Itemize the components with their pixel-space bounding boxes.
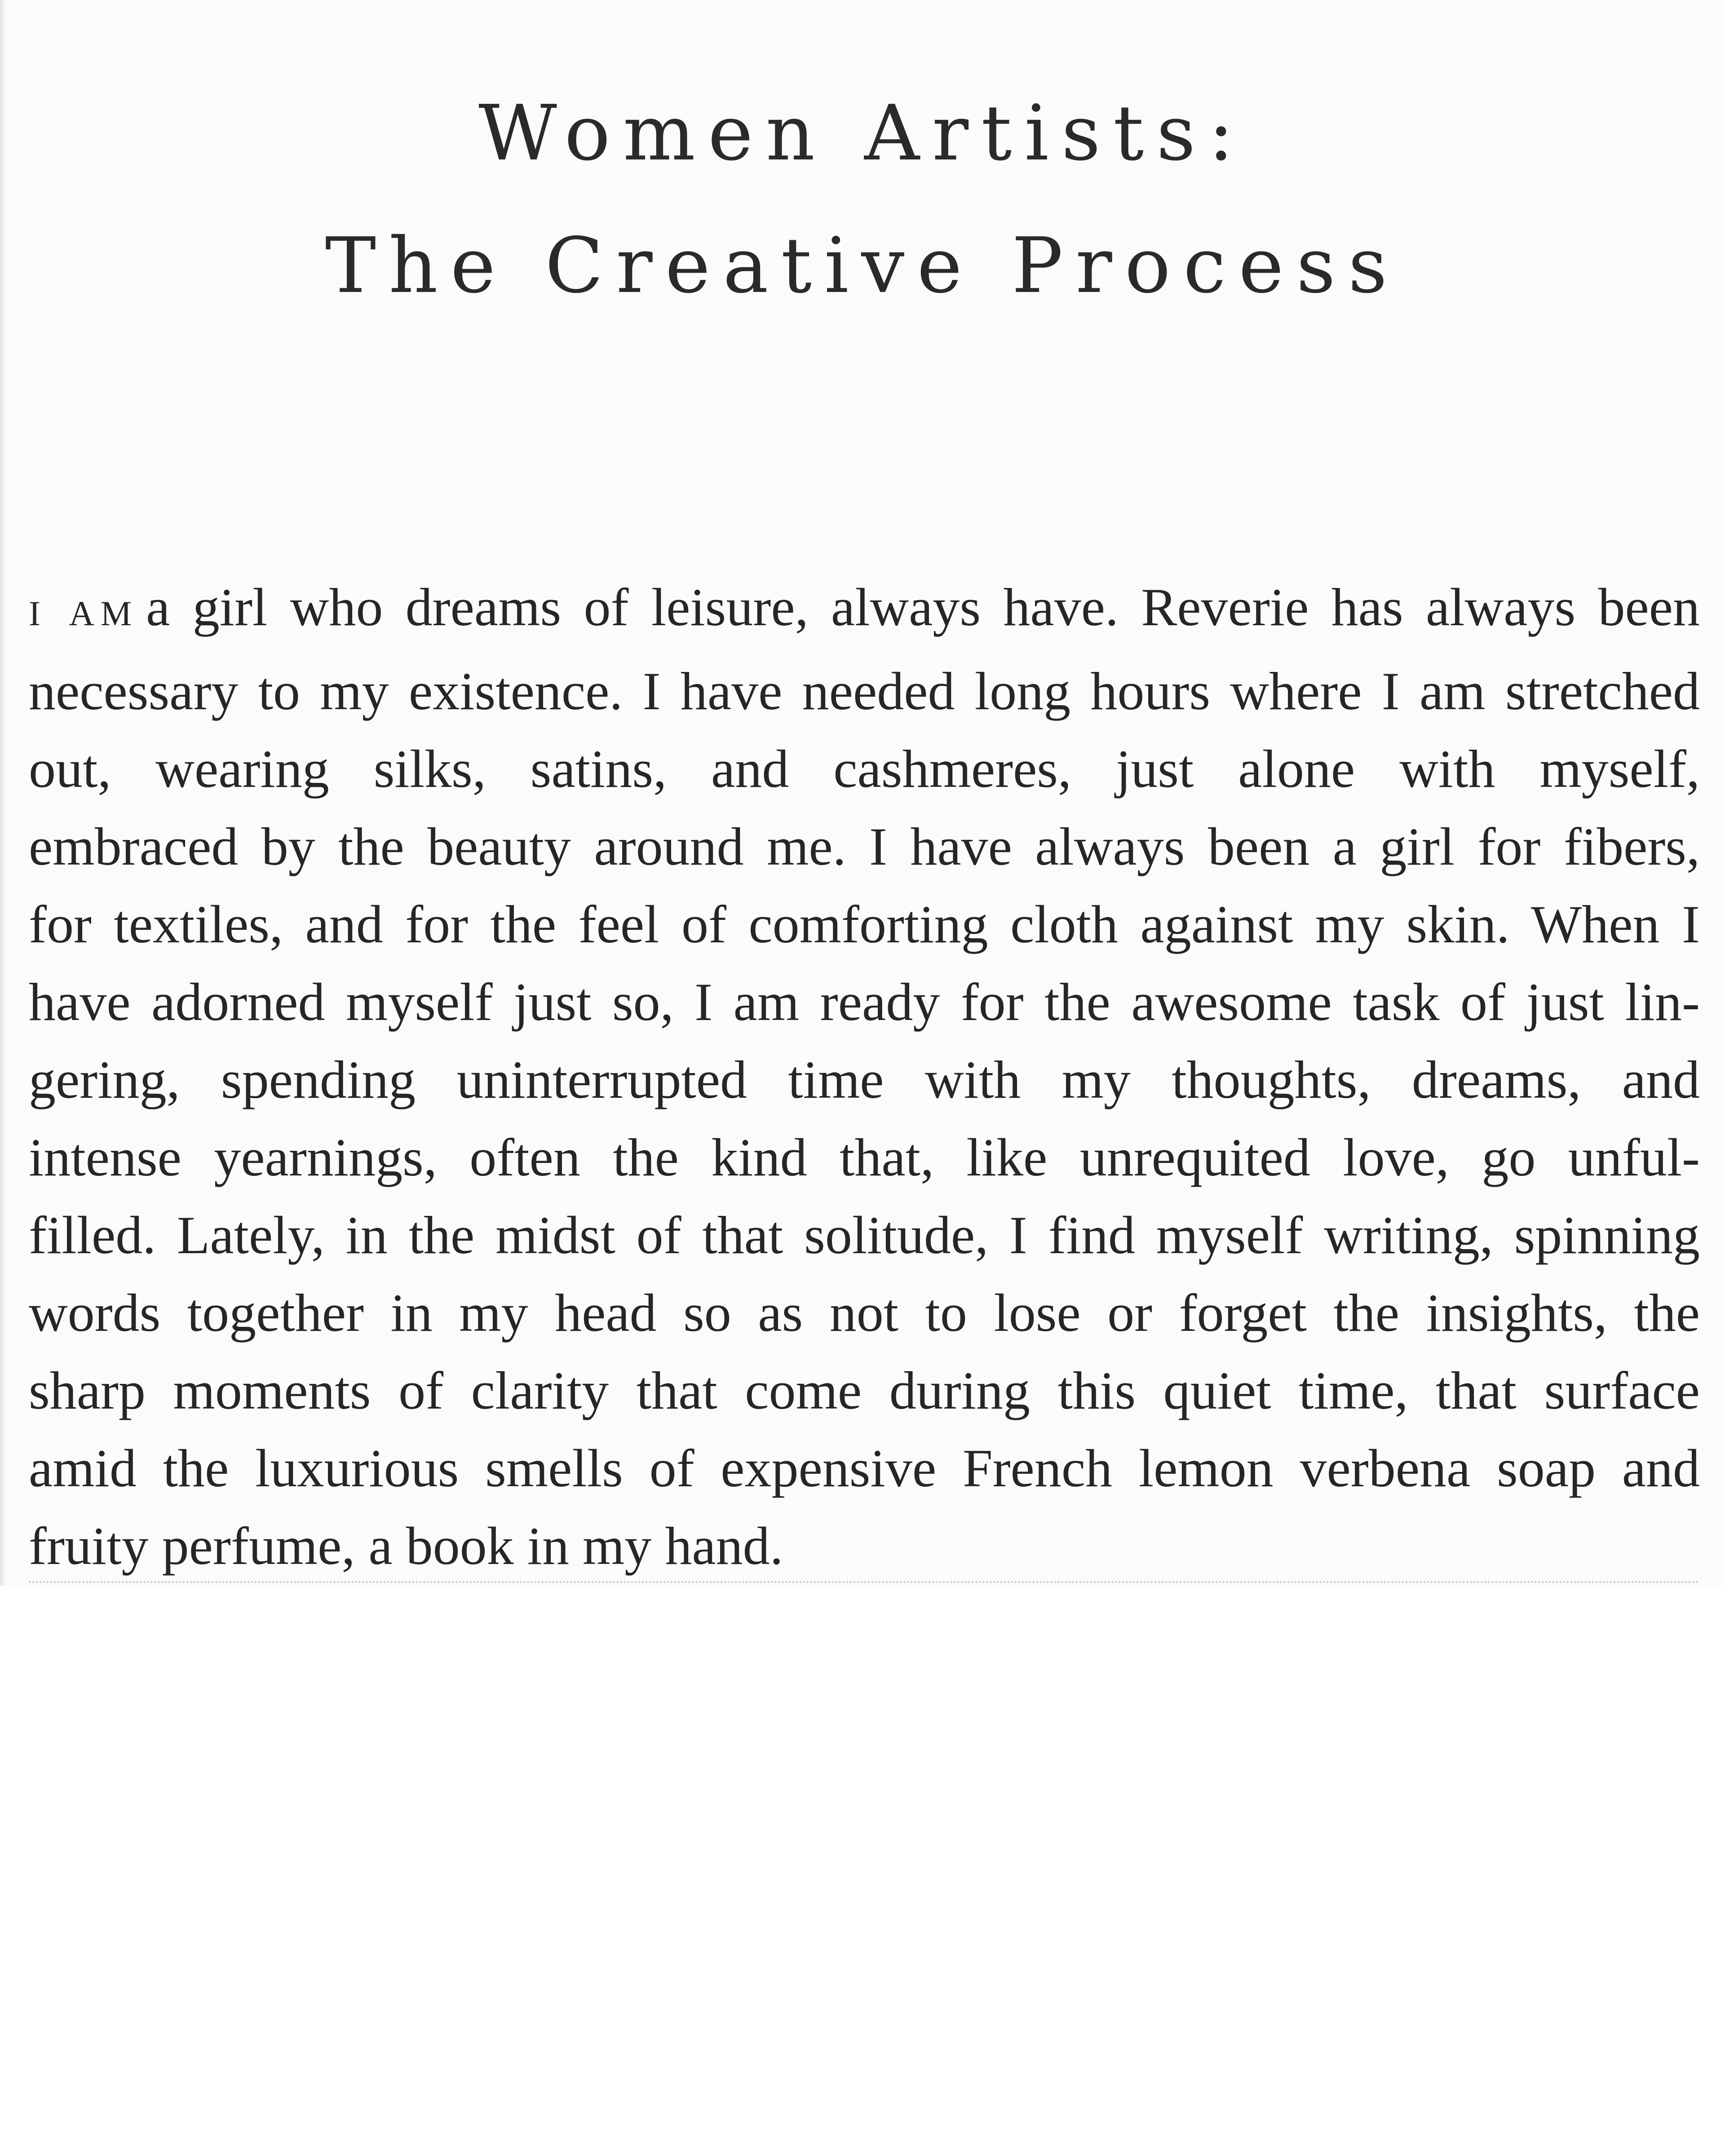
paragraph-line-4: embraced by the beauty around me. I have always been a girl for fibers, (29, 817, 1700, 876)
paragraph-line-3: out, wearing silks, satins, and cashmeres, just alone with myself, (29, 739, 1700, 799)
small-caps-lead-in: I AM (29, 594, 138, 633)
chapter-title (0, 67, 1725, 332)
paragraph-line-11: sharp moments of clarity that come during this quiet time, that surface (29, 1361, 1700, 1420)
paragraph-line-1 (29, 568, 1700, 652)
page-cut-edge (29, 1581, 1700, 1583)
paragraph-line-8: intense yearnings, often the kind that, like unrequited love, go unful- (29, 1127, 1700, 1187)
paragraph-line-12: amid the luxurious smells of expensive French lemon verbena soap and (29, 1438, 1700, 1498)
paragraph-line-10: words together in my head so as not to lose or forget the insights, the (29, 1283, 1700, 1343)
paragraph-line-9: filled. Lately, in the midst of that solitude, I find myself writing, spinning (29, 1205, 1700, 1265)
opening-paragraph (29, 568, 1700, 1585)
chapter-title-line-2: The Creative Process (325, 221, 1400, 310)
chapter-title-line-1: Women Artists: (478, 89, 1247, 178)
paragraph-line-2: necessary to my existence. I have needed long hours where I am stretched (29, 661, 1700, 721)
paragraph-line-13: fruity perfume, a book in my hand. (29, 1516, 783, 1576)
paragraph-line-6: have adorned myself just so, I am ready for the awesome task of just lin- (29, 972, 1700, 1032)
paragraph-line-5: for textiles, and for the feel of comforting cloth against my skin. When I (29, 894, 1700, 954)
paragraph-line-1-text: a girl who dreams of leisure, always have. Reverie has always been (146, 577, 1700, 637)
paragraph-line-7: gering, spending uninterrupted time with my thoughts, dreams, and (29, 1050, 1700, 1109)
